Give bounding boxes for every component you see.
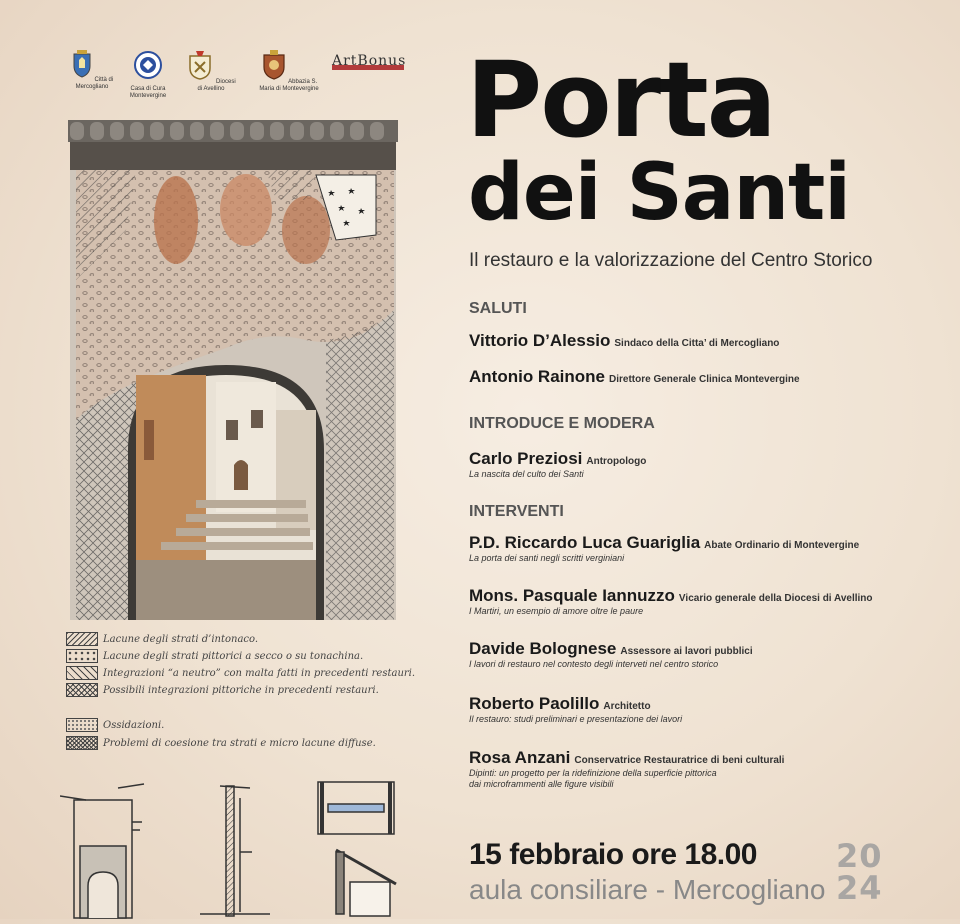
event-year-bottom: 24 [836, 869, 883, 907]
city-crest-icon [71, 50, 93, 78]
poster-subtitle: Il restauro e la valorizzazione del Centro Storico [469, 250, 873, 271]
speaker-name: Davide Bolognese [469, 639, 617, 658]
speaker-role: Antropologo [586, 456, 647, 467]
speaker-item [469, 331, 779, 351]
event-year [836, 837, 888, 907]
speaker-role: Assessore ai lavori pubblici [620, 646, 753, 657]
legend-label: Lacune degli strati d’intonaco. [103, 633, 259, 645]
talk-title: Dipinti: un progetto per la ridefinizione della superficie pittorica [469, 768, 717, 778]
speaker-item [469, 367, 800, 387]
speaker-name: Carlo Preziosi [469, 449, 583, 468]
technical-drawings [60, 778, 410, 919]
gate-photo [66, 120, 398, 620]
diocese-crest-logo [186, 50, 236, 93]
logo-strip [70, 50, 410, 110]
legend-label: Problemi di coesione tra strati e micro lacune diffuse. [103, 737, 376, 749]
legend-item [66, 632, 258, 646]
legend-swatch [66, 683, 98, 697]
artbonus-logo [332, 53, 407, 70]
event-date: 15 febbraio ore 18.00 [469, 838, 757, 871]
logo-caption: Abbazia S. Maria di Montevergine [259, 79, 319, 92]
speaker-name: P.D. Riccardo Luca Guariglia [469, 533, 701, 552]
talk-title: I lavori di restauro nel contesto degli interveti nel centro storico [469, 659, 719, 669]
poster-title-line2: dei Santi [468, 148, 850, 238]
speaker-role: Vicario generale della Diocesi di Avellino [678, 593, 873, 604]
talk-title: Il restauro: studi preliminari e presentazione dei lavori [469, 714, 683, 724]
speaker-item [469, 586, 873, 617]
speaker-name: Roberto Paolillo [469, 694, 600, 713]
legend-item [66, 666, 415, 680]
restoration-legend [66, 632, 416, 762]
legend-swatch [66, 632, 98, 646]
legend-item [66, 683, 379, 697]
legend-item [66, 718, 164, 732]
abbey-crest-logo [254, 50, 324, 93]
speaker-role: Direttore Generale Clinica Montevergine [608, 374, 800, 385]
speaker-role: Conservatrice Restauratrice di beni culturali [574, 755, 785, 766]
logo-caption: Casa di Cura Montevergine [129, 86, 167, 99]
artbonus-wordmark: ArtBonus [332, 53, 407, 69]
legend-swatch [66, 736, 98, 750]
legend-label: Possibili integrazioni pittoriche in precedenti restauri. [103, 684, 379, 696]
talk-title: I Martiri, un esempio di amore oltre le paure [469, 606, 644, 616]
legend-label: Ossidazioni. [103, 719, 165, 731]
legend-swatch [66, 666, 98, 680]
section-interventi-heading: INTERVENTI [469, 503, 564, 520]
speaker-name: Rosa Anzani [469, 748, 571, 767]
speaker-item [469, 639, 753, 670]
speaker-item [469, 694, 682, 725]
legend-item [66, 736, 376, 750]
logo-caption: Città di Mercogliano [75, 77, 114, 90]
legend-swatch [66, 649, 98, 663]
speaker-name: Antonio Rainone [469, 367, 605, 386]
talk-title-continued: dai microframmenti alle figure visibili [469, 779, 614, 789]
speaker-name: Mons. Pasquale Iannuzzo [469, 586, 675, 605]
speaker-name: Vittorio D’Alessio [469, 331, 611, 350]
speaker-role: Abate Ordinario di Montevergine [704, 540, 860, 551]
talk-title: La porta dei santi negli scritti verginiani [469, 553, 625, 563]
speaker-role: Sindaco della Citta’ di Mercogliano [614, 338, 780, 349]
section-moderator-heading: INTRODUCE E MODERA [469, 415, 655, 432]
clinic-logo-icon [133, 50, 163, 80]
event-venue: aula consiliare - Mercogliano [469, 874, 826, 905]
speaker-role: Architetto [603, 701, 651, 712]
talk-title: La nascita del culto dei Santi [469, 469, 584, 479]
section-saluti-heading: SALUTI [469, 300, 527, 317]
speaker-item [469, 748, 784, 790]
abbey-crest-icon [261, 50, 287, 80]
event-year-top: 20 [836, 837, 883, 875]
poster-title-line1: Porta [466, 39, 775, 161]
speaker-item [469, 533, 859, 564]
legend-label: Integrazioni “a neutro” con malta fatti in precedenti restauri. [103, 667, 416, 679]
logo-caption: Diocesi di Avellino [197, 79, 236, 92]
speaker-item [469, 449, 646, 480]
clinic-logo [126, 50, 170, 100]
legend-swatch [66, 718, 98, 732]
diocese-crest-icon [186, 50, 214, 80]
city-crest-logo [70, 50, 114, 91]
legend-label: Lacune degli strati pittorici a secco o su tonachina. [103, 650, 364, 662]
legend-item [66, 649, 363, 663]
